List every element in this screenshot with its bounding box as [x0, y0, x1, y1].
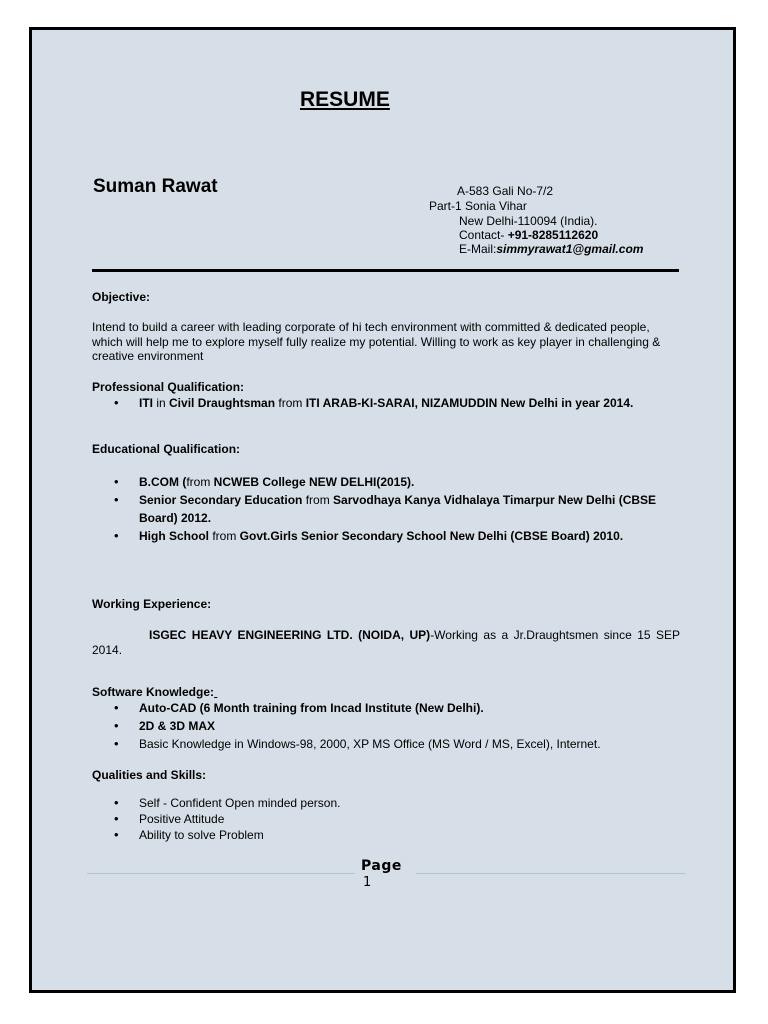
company-name: ISGEC HEAVY ENGINEERING LTD. (NOIDA, UP): [149, 628, 431, 642]
address-line-3: New Delhi-110094 (India).: [459, 214, 598, 228]
contact-line: [459, 228, 598, 242]
footer-line-right: [416, 873, 686, 874]
educational-qualification-list: [92, 473, 682, 545]
professional-qualification-heading: Professional Qualification:: [92, 380, 245, 394]
educational-qualification-heading: Educational Qualification:: [92, 442, 241, 456]
experience-detail: -Working as a Jr.Draughtsmen since 15 SEP 2014.: [92, 628, 680, 657]
header-divider: [92, 269, 679, 272]
objective-text: Intend to build a career with leading corporate of hi tech environment with committed & dedicated people, which will help me to explore myself fully realize my potential. Willing to work as key player in challenging & creative environment: [92, 320, 661, 363]
address-line-2: Part-1 Sonia Vihar: [429, 199, 527, 213]
email-line: [459, 242, 643, 256]
list-item: • ITI in Civil Draughtsman from ITI ARAB-KI-SARAI, NIZAMUDDIN New Delhi in year 2014.: [92, 394, 682, 412]
list-item: • Self - Confident Open minded person.: [92, 795, 682, 811]
list-item: • High School from Govt.Girls Senior Secondary School New Delhi (CBSE Board) 2010.: [92, 527, 682, 545]
working-experience-text: [92, 628, 680, 657]
professional-qualification-list: [92, 394, 682, 412]
qualities-heading: Qualities and Skills:: [92, 768, 207, 782]
email-label: E-Mail:: [459, 242, 497, 256]
address-line-1: A-583 Gali No-7/2: [457, 184, 554, 198]
page-number: 1: [363, 875, 372, 890]
list-item: • 2D & 3D MAX: [92, 717, 682, 735]
objective-heading: Objective:: [92, 290, 151, 304]
working-experience-heading: Working Experience:: [92, 597, 212, 611]
software-knowledge-heading: Software Knowledge:: [92, 685, 215, 699]
contact-number: +91-8285112620: [507, 228, 599, 242]
list-item: • B.COM (from NCWEB College NEW DELHI(2015).: [92, 473, 682, 491]
list-item: • Ability to solve Problem: [92, 827, 682, 843]
email-address[interactable]: simmyrawat1@gmail.com: [496, 242, 644, 256]
resume-page: [29, 27, 736, 993]
qualities-list: [92, 795, 682, 843]
footer-line-left: [87, 873, 355, 874]
candidate-name: Suman Rawat: [93, 176, 218, 197]
list-item: • Positive Attitude: [92, 811, 682, 827]
contact-label: Contact-: [459, 228, 508, 242]
document-title: RESUME: [300, 88, 390, 111]
software-knowledge-list: [92, 699, 682, 753]
page-label: Page: [361, 858, 402, 874]
list-item: • Senior Secondary Education from Sarvodhaya Kanya Vidhalaya Timarpur New Delhi (CBSE Board) 2012.: [92, 491, 682, 527]
list-item: • Basic Knowledge in Windows-98, 2000, XP MS Office (MS Word / MS, Excel), Internet.: [92, 735, 682, 753]
list-item: • Auto-CAD (6 Month training from Incad Institute (New Delhi).: [92, 699, 682, 717]
